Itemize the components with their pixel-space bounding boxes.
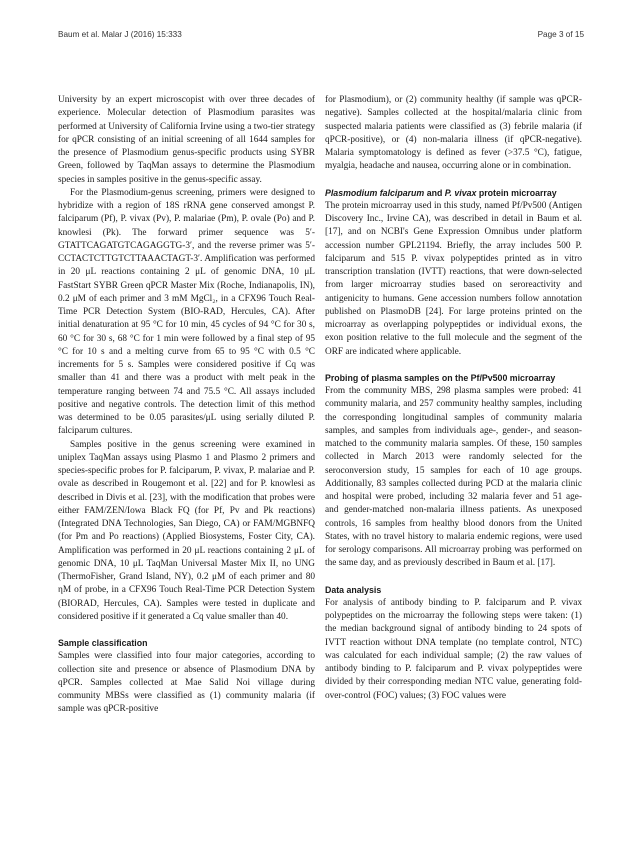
section-heading-sample-classification: Sample classification [58, 638, 148, 648]
heading-species-pv: P. vivax [444, 187, 477, 198]
left-column [58, 94, 315, 717]
running-header-citation: Baum et al. Malar J (2016) 15:333 [58, 30, 182, 39]
heading-conj: and [424, 187, 445, 198]
page-number: Page 3 of 15 [537, 30, 584, 39]
heading-rest: protein microarray [476, 187, 557, 198]
heading-species-pf: Plasmodium falciparum [325, 187, 425, 198]
paragraph: For the Plasmodium-genus screening, primers were designed to hybridize with a region of 18S rRNA gene conserved amongst P. falciparum (Pf), P. vivax (Pv), P. malariae (Pm), P. ovale (Po) and P. knowlesi (Pk). The forward primer sequence was 5′-GTATTCAGATGTCAGAGGTG-3′, and the reverse primer was 5′-CCTACTCTTGTCTTAAACTAGT-3′. Amplification was performed in 20 μL reactions containing 2 μL of genomic DNA, 10 μL FastStart SYBR Green qPCR Master Mix (Roche, Indianapolis, IN), 0.2 μM of each primer and 3 mM MgCl₂, in a CFX96 Touch Real-Time PCR Detection System (BIO-RAD, Hercules, CA). After initial denaturation at 95 °C for 10 min, 45 cycles of 94 °C for 30 s, 60 °C for 30 s, 68 °C for 1 min were followed by a final step of 95 °C for 10 s and a melting curve from 65 to 95 °C with 0.5 °C increments for 5 s. Samples were considered positive if Cq was smaller than 41 and there was a product with melt peak in the temperature ranging between 74 and 75.5 °C. All assays included positive and negative controls. The detection limit of this method was determined to be 0.05 parasites/μL using serially diluted P. falciparum cultures. [58, 187, 315, 437]
section-heading-data-analysis: Data analysis [325, 584, 382, 595]
paragraph: The protein microarray used in this study, named Pf/Pv500 (Antigen Discovery Inc., Irvine CA), was described in detail in Baum et al. [17], and on NCBI's Gene Expression Omnibus under platform accession number GPL21194. Briefly, the array includes 500 P. falciparum and 515 P. vivax polypeptides printed as in vitro transcription translation (IVTT) reactions, that were down-selected from larger microarray studies based on seroreactivity and antigenicity to humans. Gene accession numbers follow annotation published on PlasmoDB [24]. For large proteins printed on the microarray as overlapping polypeptides or individual exons, the exon position relative to the full molecule and the segment of the ORF are indicated where applicable. [325, 200, 582, 357]
section-heading-probing: Probing of plasma samples on the Pf/Pv500 microarray [325, 372, 556, 383]
paragraph: From the community MBS, 298 plasma samples were probed: 41 community malaria, and 257 community healthy samples, including the corresponding longitudinal samples of community malaria samples, and samples from individuals age-, gender-, and season-matched to the community malaria samples. Of these, 150 samples collected in March 2013 were randomly selected for the seroconversion study, 15 samples for each of 10 age groups. Additionally, 83 samples collected during PCD at the malaria clinic and hospital were probed, including 32 malaria fever and 51 age- and gender-matched non-malaria illness patients. As unexposed controls, 16 samples from healthy blood donors from the United States, with no travel history to malaria endemic regions, were used for serology comparisons. All microarray probing was performed on the same day, and as previously described in Baum et al. [17]. [325, 386, 582, 569]
section-heading-protein-microarray [325, 187, 582, 200]
paragraph: Samples were classified into four major categories, according to collection site and presence or absence of Plasmodium DNA by qPCR. Samples collected at Mae Salid Noi village during community MBSs were classified as (1) community malaria (if sample was qPCR-positive [58, 651, 315, 715]
paragraph: Samples positive in the genus screening were examined in uniplex TaqMan assays using Plasmo 1 and Plasmo 2 primers and species-specific probes for P. falciparum, P. vivax, P. malariae and P. ovale as described in Rougemont et al. [22] and for P. knowlesi as described in Divis et al. [23], with the modification that probes were either FAM/ZEN/Iowa Black FQ (for Pf, Pv and Pk reactions) (Integrated DNA Technologies, San Diego, CA) or FAM/MGBNFQ (for Pm and Po reactions) (Applied Biosystems, Foster City, CA). Amplification was performed in 20 μL reactions containing 2 μL of genomic DNA, 10 μL TaqMan Universal Master Mix II, no UNG (ThermoFisher, Grand Island, NY), 0.2 μM of each primer and 80 ηM of probe, in a CFX96 Touch Real-Time PCR Detection System (BIORAD, Hercules, CA). Samples were tested in duplicate and considered positive if it generated a Cq value smaller than 40. [58, 439, 315, 622]
paragraph: for Plasmodium), or (2) community healthy (if sample was qPCR-negative). Samples collected at the hospital/malaria clinic from suspected malaria patients were classified as (3) febrile malaria (if qPCR-positive), or (4) non-malaria illness (if qPCR-negative). Malaria symptomatology is defined as fever (>37.5 °C), fatigue, myalgia, headache and nausea, occurring alone or in combination. [325, 95, 582, 172]
right-column [325, 94, 582, 703]
paragraph: University by an expert microscopist with over three decades of experience. Molecular detection of Plasmodium parasites was performed at University of California Irvine using a two-tier strategy for qPCR consisting of an initial screening of all 1644 samples for the presence of Plasmodium genus-specific products using SYBR Green, followed by TaqMan assays to determine the Plasmodium species in samples positive in the genus-specific assay. [58, 95, 315, 185]
paragraph: For analysis of antibody binding to P. falciparum and P. vivax polypeptides on the microarray the following steps were taken: (1) the median background signal of antibody binding to 24 spots of IVTT reaction without DNA template (no template control, NTC) was calculated for each individual sample; (2) the raw values of antibody binding to P. falciparum and P. vivax polypeptides were divided by their corresponding median NTC value, generating fold-over-control (FOC) values; (3) FOC values were [325, 597, 582, 701]
